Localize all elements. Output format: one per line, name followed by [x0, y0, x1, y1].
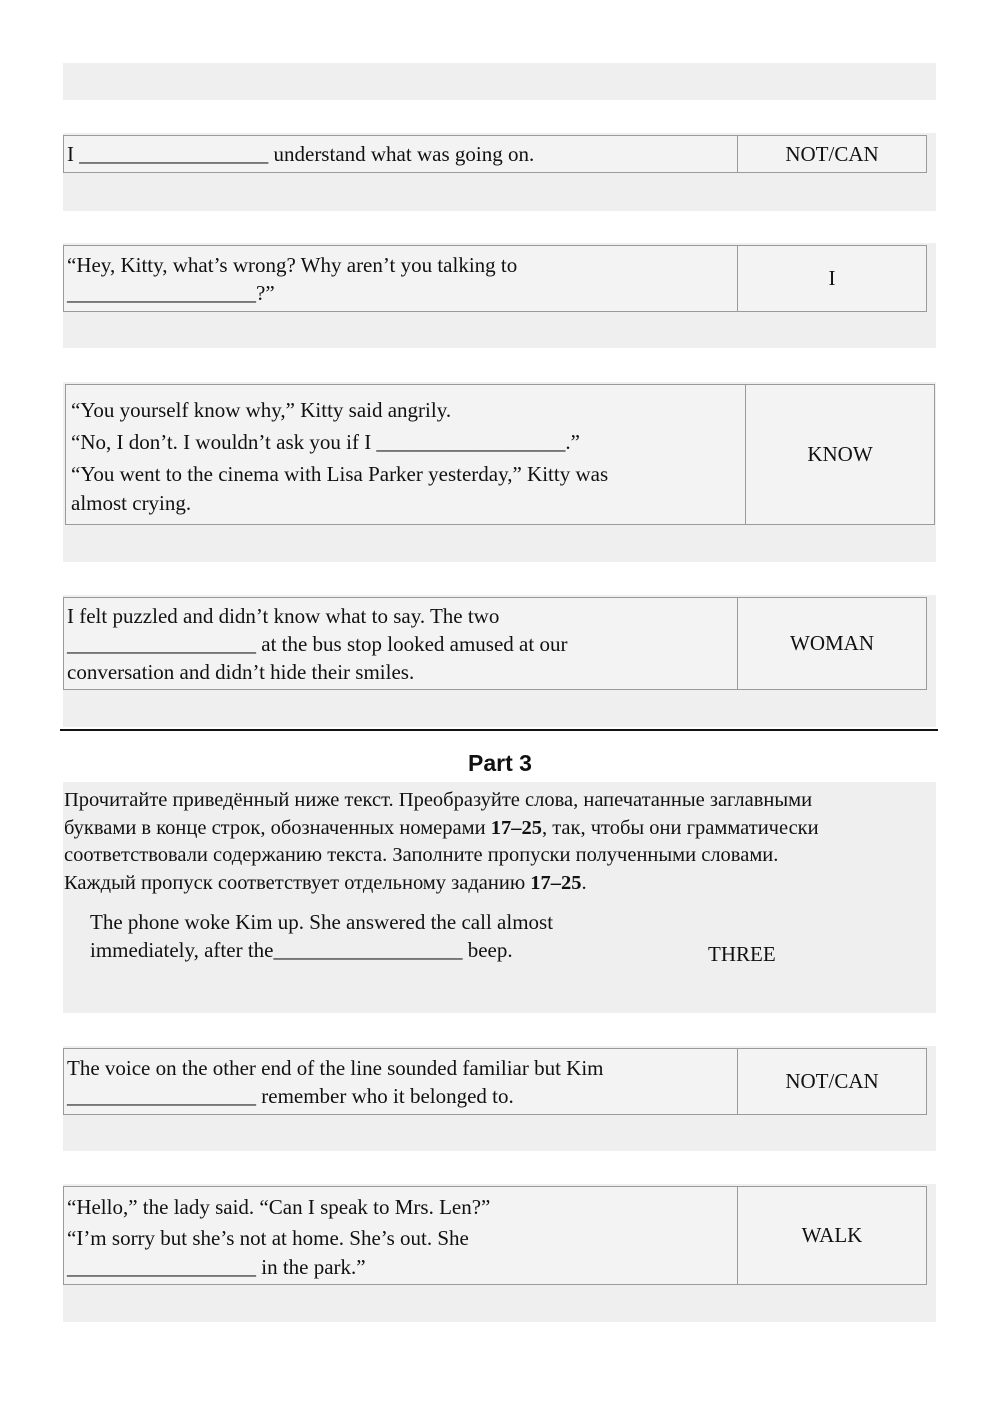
question-line: conversation and didn’t hide their smiles.: [67, 659, 415, 684]
question-table: [63, 245, 927, 312]
question-line: “Hello,” the lady said. “Can I speak to Mrs. Len?”: [67, 1194, 491, 1219]
question-line: __________________?”: [67, 280, 275, 305]
question-line: __________________ in the park.”: [67, 1254, 366, 1279]
question-line: I felt puzzled and didn’t know what to say. The two: [67, 603, 500, 628]
instruction-line: буквами в конце строк, обозначенных номерами 17–25, так, чтобы они грамматически: [64, 816, 819, 839]
question-line: __________________ remember who it belonged to.: [67, 1083, 514, 1108]
question-line: The voice on the other end of the line sounded familiar but Kim: [67, 1055, 604, 1080]
part-title: Part 3: [468, 750, 532, 776]
key-word: THREE: [708, 942, 776, 966]
question-line: __________________ at the bus stop looked amused at our: [67, 631, 568, 656]
instructions: [64, 787, 939, 897]
key-word: NOT/CAN: [785, 141, 879, 166]
question-line: immediately, after the__________________ beep.: [90, 938, 513, 962]
question-line: I __________________ understand what was going on.: [67, 142, 535, 166]
question-text: [64, 1187, 738, 1284]
instruction-line: соответствовали содержанию текста. Заполните пропуски полученными словами.: [64, 844, 779, 866]
instruction-line: Прочитайте приведённый ниже текст. Преобразуйте слова, напечатанные заглавными: [64, 789, 813, 811]
question-text: [64, 598, 738, 689]
key-word: WOMAN: [790, 631, 874, 655]
question-line: “You yourself know why,” Kitty said angrily.: [71, 397, 452, 422]
grey-band: [63, 63, 936, 100]
question-text: [66, 385, 746, 524]
key-word: KNOW: [807, 442, 873, 466]
question-line: “You went to the cinema with Lisa Parker yesterday,” Kitty was: [71, 461, 609, 486]
question-table: [63, 1186, 927, 1285]
question-line: almost crying.: [71, 490, 192, 515]
question-line: “Hey, Kitty, what’s wrong? Why aren’t you talking to: [67, 252, 518, 277]
question-table: [63, 135, 927, 173]
question-text: [64, 246, 738, 311]
question-table: [63, 597, 927, 690]
question-text: [64, 1049, 738, 1114]
instruction-line: Каждый пропуск соответствует отдельному заданию 17–25.: [64, 871, 587, 894]
question-table: [63, 1048, 927, 1115]
key-word: I: [828, 266, 836, 290]
key-word: NOT/CAN: [785, 1069, 879, 1093]
question-line: “No, I don’t. I wouldn’t ask you if I __________________.”: [71, 429, 581, 454]
question-text: [90, 908, 553, 964]
question-line: “I’m sorry but she’s not at home. She’s out. She: [67, 1225, 469, 1250]
key-word: WALK: [801, 1223, 863, 1247]
question-text: [64, 136, 738, 172]
section-divider: [60, 729, 938, 731]
question-line: The phone woke Kim up. She answered the call almost: [90, 910, 554, 934]
question-table: [65, 384, 935, 525]
